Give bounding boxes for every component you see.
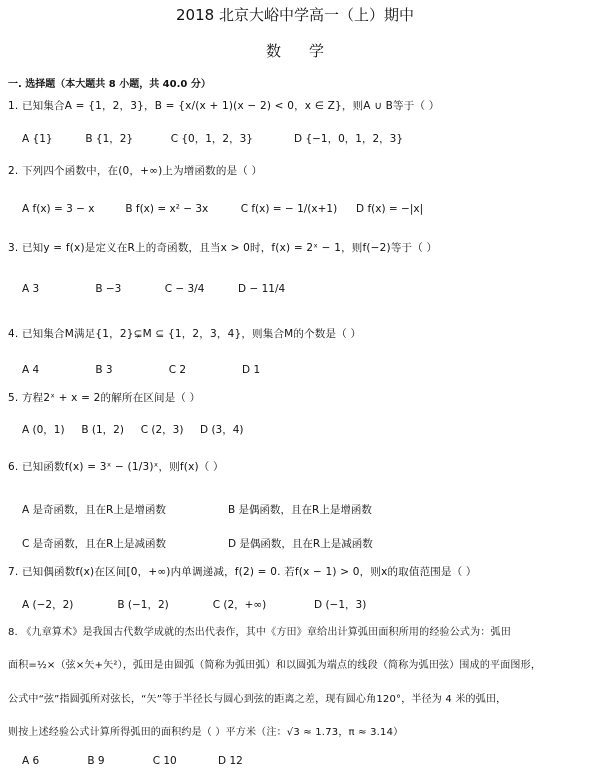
question-7-stem: 7. 已知偶函数f(x)在区间[0，+∞)内单调递减，f(2) = 0. 若f(x − 1) > 0，则x的取值范围是（ ） [8, 566, 477, 578]
exam-title: 2018 北京大峪中学高一（上）期中 [176, 6, 414, 24]
question-3-option-d: D − 11/4 [238, 283, 286, 295]
question-2-option-b: B f(x) = x² − 3x [125, 203, 209, 215]
question-5-stem: 5. 方程2ˣ + x = 2的解所在区间是（ ） [8, 392, 201, 404]
question-3-options [22, 283, 315, 295]
question-1-option-a: A {1} [22, 133, 53, 145]
question-8-option-b: B 9 [87, 755, 105, 767]
question-6-option-c: C 是奇函数，且在R上是减函数 [22, 538, 166, 550]
question-8-option-d: D 12 [218, 755, 243, 767]
question-4-stem: 4. 已知集合M满足{1，2}⊊M ⊆ {1，2，3，4}，则集合M的个数是（ ） [8, 328, 362, 340]
question-7-option-c: C (2，+∞) [212, 599, 267, 611]
question-4-options [22, 364, 290, 376]
question-3-option-a: A 3 [22, 283, 40, 295]
question-6-option-b: B 是偶函数，且在R上是增函数 [228, 504, 372, 516]
question-2-option-a: A f(x) = 3 − x [22, 203, 95, 215]
question-1-options [22, 131, 433, 146]
question-8-stem-line-4: 则按上述经验公式计算所得弧田的面积约是（ ）平方米（注：√3 ≈ 1.73，π ≈ 3.14） [8, 727, 404, 738]
question-5-option-b: B (1，2) [81, 424, 124, 436]
question-1-option-c: C {0，1，2，3} [170, 133, 253, 145]
question-7-option-b: B (−1，2) [117, 599, 169, 611]
section-heading: 一. 选择题（本大题共 8 小题，共 40.0 分） [8, 79, 211, 90]
question-7-option-d: D (−1，3) [314, 599, 367, 611]
question-4-option-d: D 1 [242, 364, 261, 376]
question-4-option-b: B 3 [95, 364, 113, 376]
question-1-option-d: D {−1，0，1，2，3} [294, 133, 404, 145]
question-5-options [22, 422, 274, 437]
question-2-stem: 2. 下列四个函数中，在(0，+∞)上为增函数的是（ ） [8, 165, 263, 177]
question-5-option-d: D (3，4) [200, 424, 244, 436]
question-1-option-b: B {1，2} [85, 133, 134, 145]
question-2-option-d: D f(x) = −|x| [356, 203, 424, 215]
question-8-stem-line-3: 公式中“弦”指圆弧所对弦长，“矢”等于半径长与圆心到弦的距离之差，现有圆心角120°，半径为 4 米的弧田， [8, 694, 507, 705]
question-1-stem: 1. 已知集合A = {1，2，3}，B = {x/(x + 1)(x − 2) < 0，x ∈ Z}，则A ∪ B等于（ ） [8, 100, 440, 112]
question-8-option-c: C 10 [152, 755, 177, 767]
question-3-option-b: B −3 [95, 283, 122, 295]
question-7-option-a: A (−2，2) [22, 599, 74, 611]
question-5-option-c: C (2，3) [140, 424, 184, 436]
question-7-options [22, 597, 396, 612]
question-2-options [22, 203, 453, 215]
question-3-option-c: C − 3/4 [164, 283, 205, 295]
question-2-option-c: C f(x) = − 1/(x+1) [240, 203, 338, 215]
question-6-option-d: D 是偶函数，且在R上是减函数 [228, 538, 373, 550]
question-8-option-a: A 6 [22, 755, 40, 767]
question-3-stem: 3. 已知y = f(x)是定义在R上的奇函数，且当x > 0时，f(x) = 2ˣ − 1，则f(−2)等于（ ） [8, 242, 438, 254]
question-8-options [22, 755, 273, 767]
question-6-stem: 6. 已知函数f(x) = 3ˣ − (1/3)ˣ，则f(x)（ ） [8, 461, 224, 473]
question-4-option-c: C 2 [168, 364, 187, 376]
question-8-stem-line-1: 8. 《九章算术》是我国古代数学成就的杰出代表作，其中《方田》章给出计算弧田面积所用的经验公式为：弧田 [8, 627, 511, 638]
subject-heading: 数学 [265, 42, 352, 60]
question-4-option-a: A 4 [22, 364, 40, 376]
question-5-option-a: A (0，1) [22, 424, 65, 436]
question-8-stem-line-2: 面积=½×（弦×矢+矢²），弧田是由圆弧（简称为弧田弧）和以圆弧为端点的线段（简称为弧田弦）围成的平面图形， [8, 660, 542, 671]
question-6-option-a: A 是奇函数，且在R上是增函数 [22, 504, 166, 516]
